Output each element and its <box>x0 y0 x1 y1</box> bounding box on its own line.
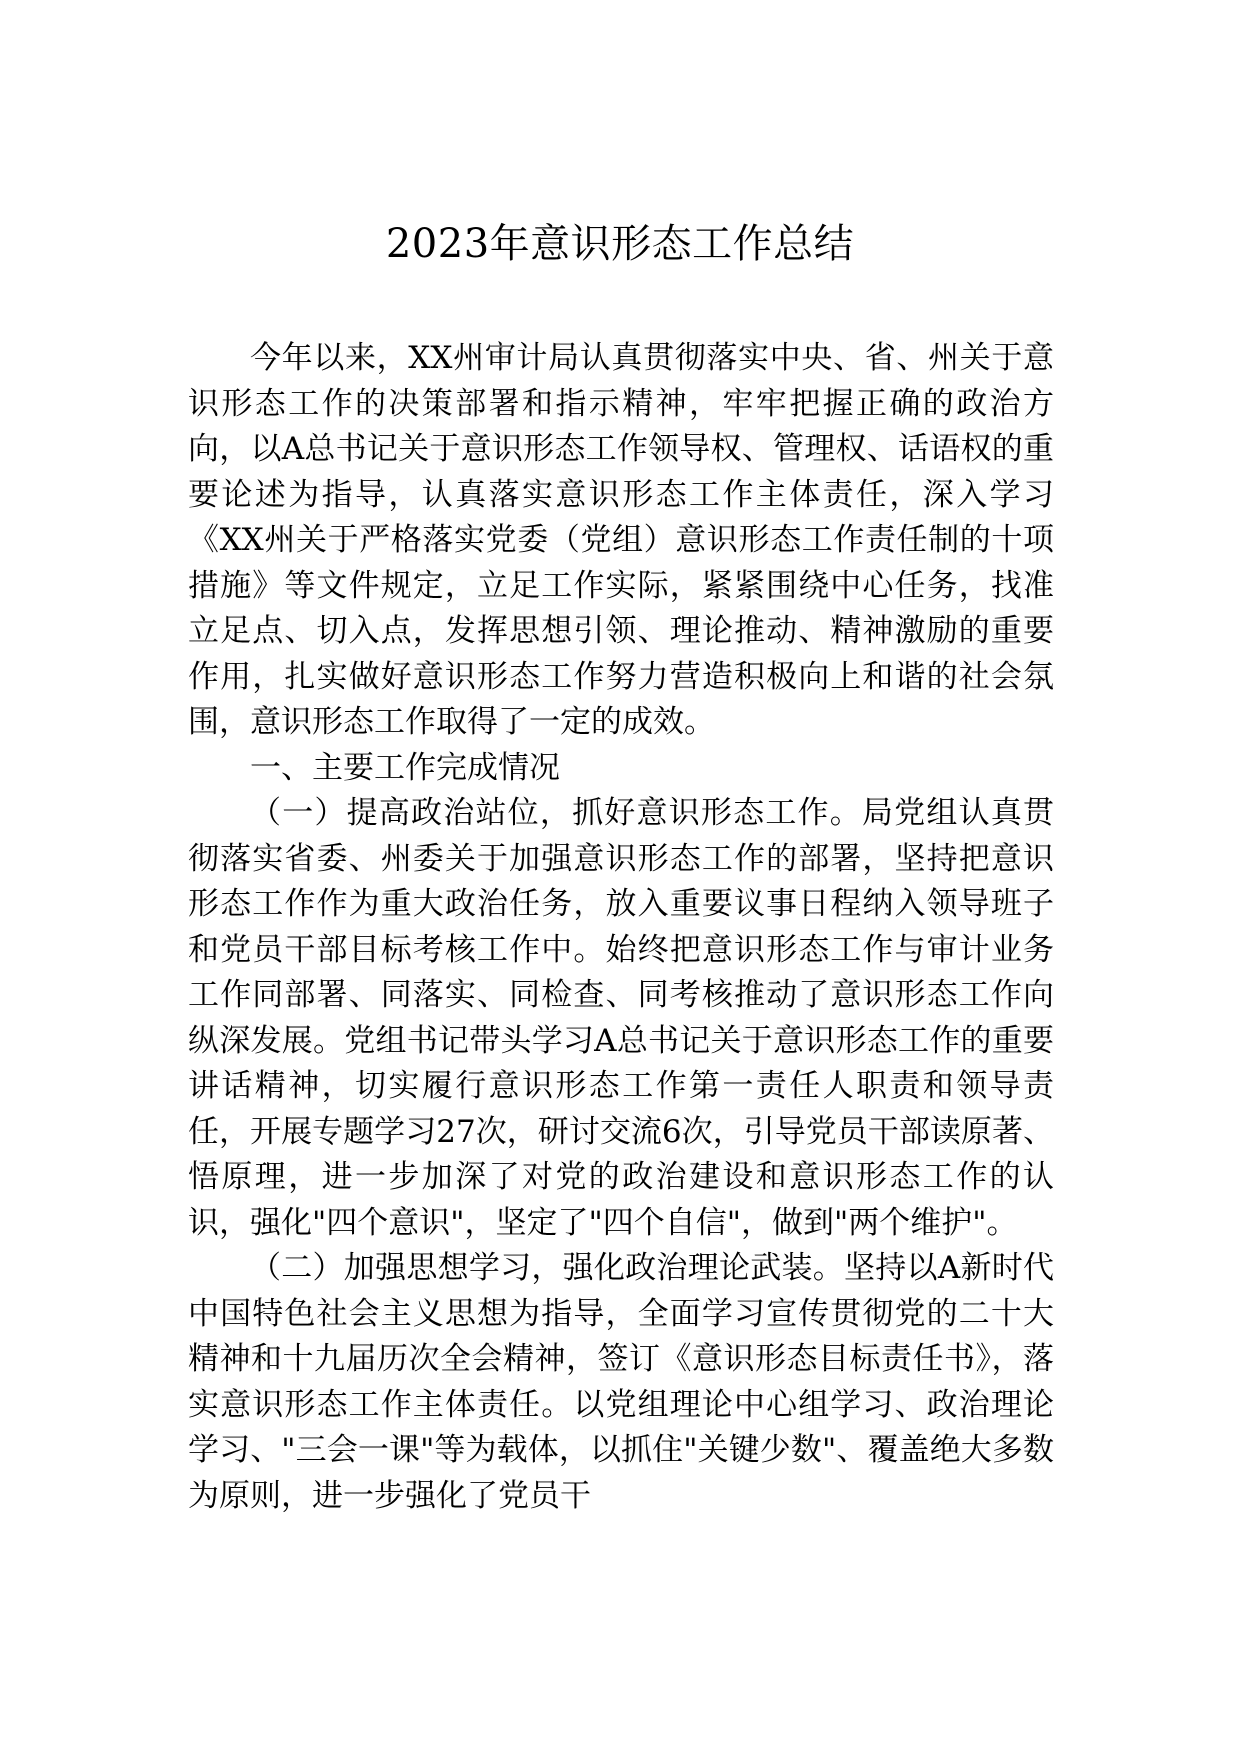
section-heading: 一、主要工作完成情况 <box>250 749 560 786</box>
document-title: 2023年意识形态工作总结 <box>385 221 855 267</box>
intro-paragraph: 今年以来，XX州审计局认真贯彻落实中央、省、州关于意识形态工作的决策部署和指示精神，牢牢把握正确的政治方向，以A总书记关于意识形态工作领导权、管理权、话语权的重要论述为指导，认真落实意识形态工作主体责任，深入学习《XX州关于严格落实党委（党组）意识形态工作责任制的十项措施》等文件规定，立足工作实际，紧紧围绕中心任务，找准立足点、切入点，发挥思想引领、理论推动、精神激励的重要作用，扎实做好意识形态工作努力营造积极向上和谐的社会氛围，意识形态工作取得了一定的成效。 <box>188 340 1054 740</box>
subsection-paragraph-1: （一）提高政治站位，抓好意识形态工作。局党组认真贯彻落实省委、州委关于加强意识形态工作的部署，坚持把意识形态工作作为重大政治任务，放入重要议事日程纳入领导班子和党员干部目标考核工作中。始终把意识形态工作与审计业务工作同部署、同落实、同检查、同考核推动了意识形态工作向纵深发展。党组书记带头学习A总书记关于意识形态工作的重要讲话精神，切实履行意识形态工作第一责任人职责和领导责任，开展专题学习27次，研讨交流6次，引导党员干部读原著、悟原理，进一步加深了对党的政治建设和意识形态工作的认识，强化"四个意识"，坚定了"四个自信"，做到"两个维护"。 <box>188 795 1054 1241</box>
subsection-paragraph-2: （二）加强思想学习，强化政治理论武装。坚持以A新时代中国特色社会主义思想为指导，全面学习宣传贯彻党的二十大精神和十九届历次全会精神，签订《意识形态目标责任书》，落实意识形态工作主体责任。以党组理论中心组学习、政治理论学习、"三会一课"等为载体，以抓住"关键少数"、覆盖绝大多数为原则，进一步强化了党员干 <box>188 1250 1054 1514</box>
document-body <box>188 336 1054 1519</box>
